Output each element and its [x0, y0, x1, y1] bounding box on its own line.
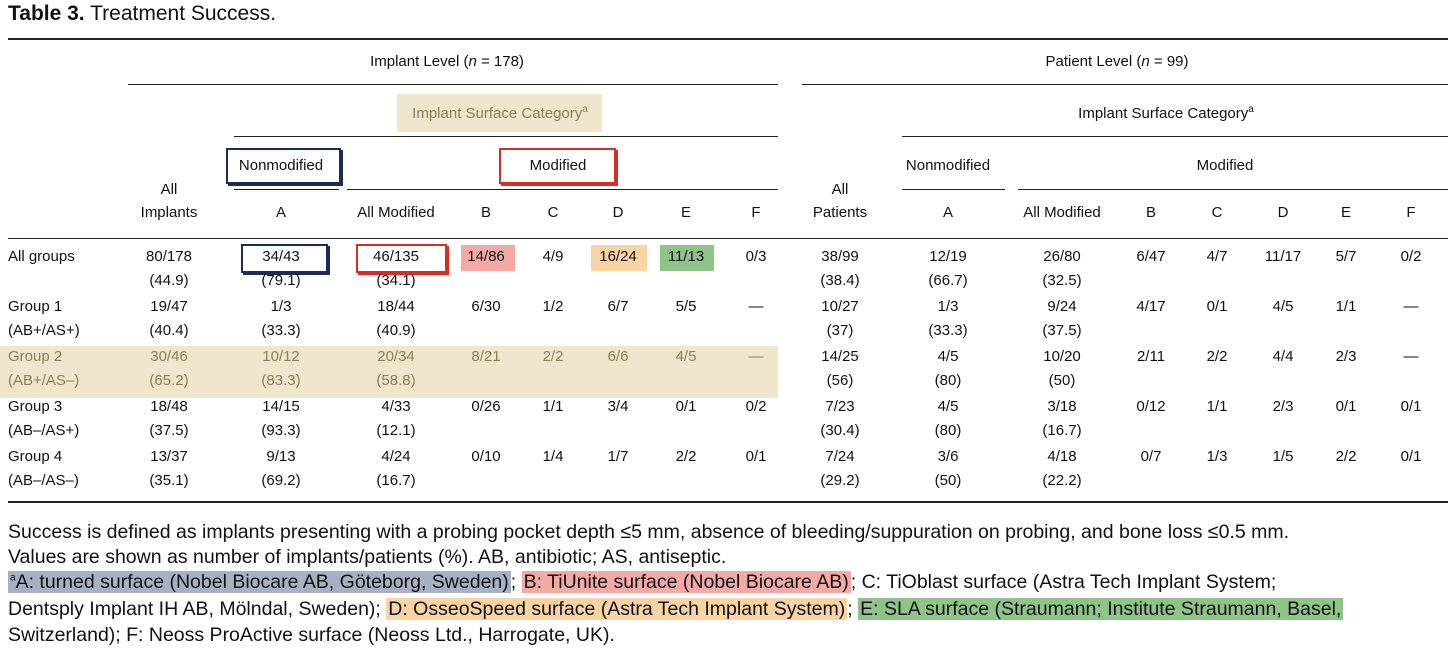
implant-d-value: 16/24	[599, 248, 637, 265]
patient-mod-rule	[1018, 189, 1448, 190]
patient-all-value: 38/99	[821, 248, 859, 265]
patient-all-modified-value: 26/80	[1043, 248, 1081, 265]
implant-all-modified-value: 4/24	[381, 448, 411, 465]
row-label: Group 4	[8, 448, 63, 465]
implant-all-percent: (35.1)	[149, 472, 189, 489]
row-label: Group 3	[8, 398, 63, 415]
patient-b-value: 4/17	[1136, 298, 1166, 315]
patient-col-f: F	[1406, 204, 1416, 221]
patient-level-rule	[802, 84, 1448, 85]
patient-c-value: 0/1	[1206, 298, 1228, 315]
implant-col-a: A	[275, 204, 287, 221]
patient-all-modified-percent: (22.2)	[1042, 472, 1082, 489]
footnote-d-surface: D: OsseoSpeed surface (Astra Tech Implant System)	[388, 598, 846, 620]
row-sublabel: (AB–/AS–)	[8, 472, 79, 489]
implant-a-value: 1/3	[270, 298, 292, 315]
implant-all-modified-percent: (12.1)	[376, 422, 416, 439]
patient-b-value: 2/11	[1136, 348, 1166, 365]
implant-level-rule	[128, 84, 778, 85]
all-implants-header-1: All	[160, 181, 178, 198]
footnote-values: Values are shown as number of implants/patients (%). AB, antibiotic; AS, antiseptic.	[8, 546, 727, 568]
patient-e-value: 1/1	[1335, 298, 1357, 315]
all-implants-header-2: Implants	[140, 204, 198, 221]
implant-c-value: 1/2	[542, 298, 564, 315]
patient-col-b: B	[1145, 204, 1157, 221]
implant-d-value: 6/6	[607, 348, 629, 365]
implant-all-value: 80/178	[146, 248, 192, 265]
row-sublabel: (AB–/AS+)	[8, 422, 80, 439]
implant-e-value: 2/2	[675, 448, 697, 465]
implant-b-value: 0/26	[471, 398, 501, 415]
all-patients-header-1: All	[831, 181, 849, 198]
implant-col-f: F	[751, 204, 761, 221]
top-rule	[8, 38, 1448, 40]
table-title: Treatment Success.	[90, 2, 277, 25]
implant-a-percent: (83.3)	[261, 372, 301, 389]
implant-all-percent: (40.4)	[149, 322, 189, 339]
patient-c-value: 1/3	[1206, 448, 1228, 465]
implant-all-percent: (37.5)	[149, 422, 189, 439]
patient-d-value: 4/5	[1272, 298, 1294, 315]
table-label: Table 3.	[8, 2, 85, 25]
implant-level-header: Implant Level (n = 178)	[370, 53, 524, 70]
implant-a-percent: (93.3)	[261, 422, 301, 439]
all-patients-header-2: Patients	[812, 204, 868, 221]
implant-e-value: 11/13	[667, 248, 705, 265]
implant-d-value: 1/7	[607, 448, 629, 465]
implant-all-modified-percent: (34.1)	[376, 272, 416, 289]
patient-all-value: 7/24	[825, 448, 855, 465]
implant-a-value: 10/12	[262, 348, 300, 365]
patient-col-d: D	[1277, 204, 1289, 221]
patient-all-modified-value: 3/18	[1047, 398, 1077, 415]
patient-surface-rule	[902, 136, 1448, 137]
patient-a-percent: (66.7)	[928, 272, 968, 289]
implant-all-modified-value: 46/135	[373, 248, 419, 265]
row-label: All groups	[8, 248, 75, 265]
implant-f-value: 0/1	[745, 448, 767, 465]
footnote-b-surface: B: TiUnite surface (Nobel Biocare AB)	[523, 571, 849, 593]
patient-all-modified-value: 9/24	[1047, 298, 1077, 315]
implant-a-value: 9/13	[266, 448, 296, 465]
patient-all-modified-percent: (16.7)	[1042, 422, 1082, 439]
patient-f-value: 0/1	[1400, 398, 1422, 415]
implant-b-value: 14/86	[467, 248, 505, 265]
patient-a-value: 1/3	[937, 298, 959, 315]
implant-all-modified-value: 20/34	[377, 348, 415, 365]
footnote-c-surface: ; C: TiOblast surface (Astra Tech Implant System;	[850, 571, 1277, 593]
patient-b-value: 0/12	[1136, 398, 1166, 415]
patient-all-percent: (38.4)	[820, 272, 860, 289]
patient-f-value: —	[1403, 298, 1419, 315]
implant-surface-category-header: Implant Surface Category$^a$	[412, 104, 588, 122]
implant-all-modified-percent: (58.8)	[376, 372, 416, 389]
table-caption	[8, 2, 276, 26]
patient-f-value: —	[1403, 348, 1419, 365]
implant-all-value: 13/37	[150, 448, 188, 465]
implant-all-value: 18/48	[150, 398, 188, 415]
patient-a-value: 12/19	[929, 248, 967, 265]
implant-nonmod-rule	[234, 189, 339, 190]
implant-a-value: 34/43	[262, 248, 300, 265]
implant-a-percent: (79.1)	[261, 272, 301, 289]
patient-d-value: 11/17	[1264, 248, 1302, 265]
implant-mod-rule	[347, 189, 778, 190]
header-bottom-rule	[8, 238, 1448, 239]
patient-col-c: C	[1211, 204, 1223, 221]
patient-col-a: A	[942, 204, 954, 221]
implant-a-percent: (69.2)	[261, 472, 301, 489]
patient-a-percent: (50)	[934, 472, 962, 489]
implant-all-percent: (65.2)	[149, 372, 189, 389]
implant-a-value: 14/15	[262, 398, 300, 415]
patient-e-value: 5/7	[1335, 248, 1357, 265]
patient-all-modified-percent: (32.5)	[1042, 272, 1082, 289]
patient-c-value: 4/7	[1206, 248, 1228, 265]
implant-e-value: 0/1	[675, 398, 697, 415]
implant-b-value: 8/21	[471, 348, 501, 365]
implant-col-d: D	[612, 204, 624, 221]
implant-col-c: C	[547, 204, 559, 221]
patient-b-value: 6/47	[1136, 248, 1166, 265]
footnote-a-surface: $^a$A: turned surface (Nobel Biocare AB, Göteborg, Sweden)	[10, 571, 509, 593]
implant-nonmodified-header: Nonmodified	[238, 157, 324, 174]
implant-all-modified-percent: (16.7)	[376, 472, 416, 489]
implant-all-value: 30/46	[150, 348, 188, 365]
implant-col-b: B	[480, 204, 492, 221]
patient-all-modified-value: 10/20	[1043, 348, 1081, 365]
row-sublabel: (AB+/AS–)	[8, 372, 80, 389]
patient-f-value: 0/1	[1400, 448, 1422, 465]
patient-d-value: 2/3	[1272, 398, 1294, 415]
implant-e-value: 4/5	[675, 348, 697, 365]
implant-b-value: 6/30	[471, 298, 501, 315]
implant-f-value: 0/2	[745, 398, 767, 415]
implant-all-modified-value: 4/33	[381, 398, 411, 415]
implant-d-value: 6/7	[607, 298, 629, 315]
patient-all-value: 7/23	[825, 398, 855, 415]
implant-a-percent: (33.3)	[261, 322, 301, 339]
implant-b-value: 0/10	[471, 448, 501, 465]
patient-nonmodified-header: Nonmodified	[905, 157, 991, 174]
patient-a-percent: (80)	[934, 372, 962, 389]
row-label: Group 2	[8, 348, 63, 365]
implant-all-percent: (44.9)	[149, 272, 189, 289]
patient-c-value: 2/2	[1206, 348, 1228, 365]
implant-all-modified-percent: (40.9)	[376, 322, 416, 339]
patient-all-value: 10/27	[821, 298, 859, 315]
patient-a-value: 3/6	[937, 448, 959, 465]
implant-e-value: 5/5	[675, 298, 697, 315]
patient-e-value: 0/1	[1335, 398, 1357, 415]
patient-a-value: 4/5	[937, 398, 959, 415]
implant-c-value: 1/4	[542, 448, 564, 465]
patient-nonmod-rule	[902, 189, 1005, 190]
footnote-success-definition: Success is defined as implants presenting with a probing pocket depth ≤5 mm, absence of bleeding/suppuration on probing, and bone loss ≤0.5 mm.	[8, 521, 1290, 543]
patient-a-percent: (33.3)	[928, 322, 968, 339]
patient-all-value: 14/25	[821, 348, 859, 365]
implant-surface-rule	[234, 136, 778, 137]
implant-f-value: —	[748, 298, 764, 315]
patient-all-modified-value: 4/18	[1047, 448, 1077, 465]
patient-a-value: 4/5	[937, 348, 959, 365]
implant-c-value: 1/1	[542, 398, 564, 415]
implant-f-value: —	[748, 348, 764, 365]
patient-b-value: 0/7	[1140, 448, 1162, 465]
implant-all-value: 19/47	[150, 298, 188, 315]
patient-a-percent: (80)	[934, 422, 962, 439]
patient-all-percent: (37)	[826, 322, 854, 339]
footnote-surfaces-line3: Switzerland); F: Neoss ProActive surface (Neoss Ltd., Harrogate, UK).	[8, 624, 615, 646]
patient-d-value: 4/4	[1272, 348, 1294, 365]
footnote-surfaces-line2: Dentsply Implant IH AB, Mölndal, Sweden); D: OsseoSpeed surface (Astra Tech Implant System) ; E: SLA surface (Straumann; Institute Straumann, Basel,	[8, 598, 1342, 620]
patient-modified-header: Modified	[1196, 157, 1254, 174]
implant-modified-header: Modified	[529, 157, 587, 174]
patient-all-modified-percent: (37.5)	[1042, 322, 1082, 339]
patient-all-modified-percent: (50)	[1048, 372, 1076, 389]
patient-level-header: Patient Level (n = 99)	[1045, 53, 1189, 70]
patient-e-value: 2/3	[1335, 348, 1357, 365]
implant-f-value: 0/3	[745, 248, 767, 265]
implant-c-value: 4/9	[542, 248, 564, 265]
bottom-rule	[8, 501, 1448, 503]
patient-surface-category-header: Implant Surface Category$^a$	[1078, 104, 1254, 122]
implant-d-value: 3/4	[607, 398, 629, 415]
patient-all-percent: (29.2)	[820, 472, 860, 489]
implant-all-modified-value: 18/44	[377, 298, 415, 315]
implant-col-all-modified: All Modified	[357, 204, 435, 221]
patient-all-percent: (56)	[826, 372, 854, 389]
patient-col-e: E	[1340, 204, 1352, 221]
patient-f-value: 0/2	[1400, 248, 1422, 265]
implant-c-value: 2/2	[542, 348, 564, 365]
implant-col-e: E	[680, 204, 692, 221]
footnote-e-surface: E: SLA surface (Straumann; Institute Straumann, Basel,	[860, 598, 1342, 620]
patient-e-value: 2/2	[1335, 448, 1357, 465]
patient-c-value: 1/1	[1206, 398, 1228, 415]
footnote-surfaces-line1: $^a$A: turned surface (Nobel Biocare AB, Göteborg, Sweden) ; B: TiUnite surface (Nobel Biocare AB) ; C: TiOblast surface (Astra Tech Implant System;	[10, 571, 1277, 593]
patient-all-percent: (30.4)	[820, 422, 860, 439]
row-sublabel: (AB+/AS+)	[8, 322, 80, 339]
row-label: Group 1	[8, 298, 63, 315]
patient-col-all-modified: All Modified	[1023, 204, 1101, 221]
patient-d-value: 1/5	[1272, 448, 1294, 465]
